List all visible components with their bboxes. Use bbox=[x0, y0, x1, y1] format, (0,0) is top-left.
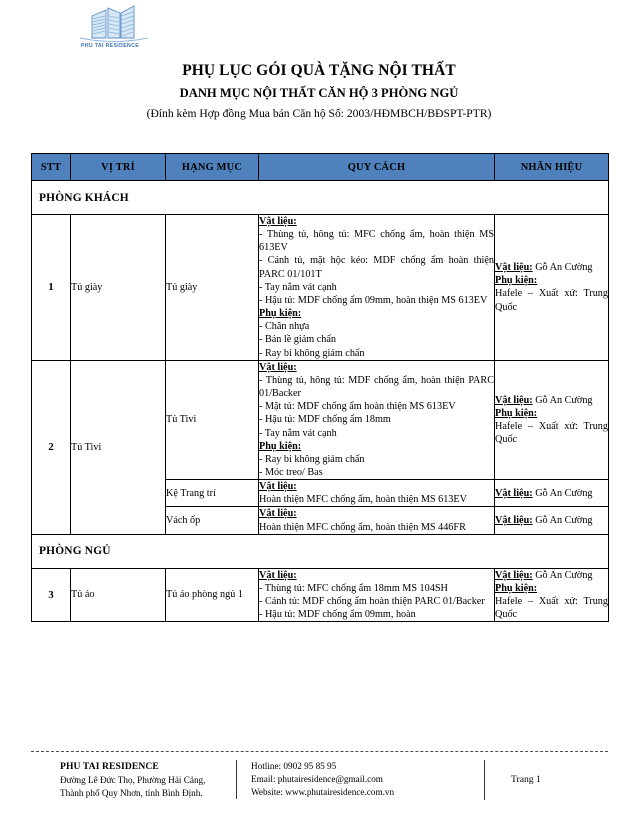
spec-line: Hoàn thiện MFC chống ẩm, hoàn thiện MS 613EV bbox=[259, 494, 467, 506]
footer-page-block bbox=[484, 760, 608, 800]
cell-nhan-hieu bbox=[495, 507, 609, 534]
brand-material: Gỗ An Cường bbox=[535, 394, 593, 406]
cell-hang-muc: Vách ốp bbox=[166, 507, 259, 534]
footer-address-line-1: Đường Lê Đức Thọ, Phường Hải Cảng, bbox=[60, 774, 206, 785]
label-vat-lieu: Vật liệu: bbox=[259, 481, 297, 493]
spec-line: - Hậu tủ: MDF chống ẩm 09mm, hoàn thiện MS 613EV bbox=[259, 294, 488, 306]
spec-line: - Hậu tủ: MDF chống ẩm 18mm bbox=[259, 414, 391, 426]
spec-line: - Thùng tủ, hông tủ: MDF chống ẩm, hoàn thiện PARC 01/Backer bbox=[259, 374, 494, 400]
building-logo-icon bbox=[62, 4, 172, 44]
footer-email: Email: phutairesidence@gmail.com bbox=[251, 774, 383, 785]
spec-line: - Cánh tủ, mặt hộc kéo: MDF chống ẩm hoàn thiện PARC 01/101T bbox=[259, 255, 494, 280]
cell-hang-muc: Tủ Tivi bbox=[166, 360, 259, 479]
brand-material: Gỗ An Cường bbox=[535, 487, 593, 499]
document-header bbox=[0, 62, 638, 121]
logo-caption: PHU TAI RESIDENCE bbox=[80, 43, 140, 49]
cell-vi-tri: Tủ áo bbox=[71, 568, 166, 622]
cell-quy-cach bbox=[259, 507, 495, 534]
label-phu-kien: Phụ kiện: bbox=[259, 308, 302, 320]
cell-hang-muc: Tủ giày bbox=[166, 215, 259, 361]
spec-line: - Tay nắm vát cạnh bbox=[259, 281, 337, 293]
footer-divider bbox=[31, 751, 608, 752]
cell-nhan-hieu bbox=[495, 215, 609, 361]
footer-company-block bbox=[31, 760, 236, 800]
spec-line: - Ray bi không giảm chấn bbox=[259, 453, 365, 465]
spec-line: - Chân nhựa bbox=[259, 321, 310, 333]
cell-nhan-hieu bbox=[495, 360, 609, 479]
brand-accessory: Hafele – Xuất xứ: Trung Quốc bbox=[495, 288, 608, 313]
footer-company-name: PHU TAI RESIDENCE bbox=[60, 761, 159, 772]
table-header-row bbox=[32, 154, 609, 181]
column-header-stt: STT bbox=[32, 154, 71, 181]
label-vat-lieu: Vật liệu: bbox=[259, 216, 297, 227]
cell-stt: 1 bbox=[32, 215, 71, 361]
page-title: PHỤ LỤC GÓI QUÀ TẶNG NỘI THẤT bbox=[182, 62, 456, 79]
spec-line: - Bản lề giảm chấn bbox=[259, 334, 336, 346]
page-subtitle: DANH MỤC NỘI THẤT CĂN HỘ 3 PHÒNG NGỦ bbox=[179, 85, 459, 100]
spec-line: - Thùng tủ: MFC chống ẩm 18mm MS 104SH bbox=[259, 582, 448, 594]
cell-quy-cach bbox=[259, 480, 495, 507]
brand-material: Gỗ An Cường bbox=[535, 515, 593, 527]
label-phu-kien: Phụ kiện: bbox=[259, 440, 302, 452]
section-label: PHÒNG KHÁCH bbox=[32, 181, 609, 215]
label-vat-lieu: Vật liệu: bbox=[259, 569, 297, 581]
interior-items-table bbox=[31, 153, 609, 622]
cell-quy-cach bbox=[259, 360, 495, 479]
cell-hang-muc: Tủ áo phòng ngủ 1 bbox=[166, 568, 259, 622]
label-vat-lieu: Vật liệu: bbox=[495, 569, 533, 581]
page-footer bbox=[31, 760, 608, 800]
spec-line: - Ray bi không giảm chấn bbox=[259, 347, 365, 359]
cell-vi-tri: Tủ giày bbox=[71, 215, 166, 361]
cell-stt: 3 bbox=[32, 568, 71, 622]
label-vat-lieu: Vật liệu: bbox=[259, 361, 297, 373]
label-vat-lieu: Vật liệu: bbox=[259, 508, 297, 520]
brand-accessory: Hafele – Xuất xứ: Trung Quốc bbox=[495, 420, 608, 446]
column-header-nhan-hieu: NHÃN HIỆU bbox=[495, 154, 609, 181]
footer-contact-block bbox=[236, 760, 484, 799]
cell-hang-muc: Kệ Trang trí bbox=[166, 480, 259, 507]
brand-material: Gỗ An Cường bbox=[535, 569, 593, 581]
label-phu-kien: Phụ kiện: bbox=[495, 275, 538, 287]
column-header-vi-tri: VỊ TRÍ bbox=[71, 154, 166, 181]
spec-line: - Hậu tủ: MDF chống ẩm 09mm, hoàn bbox=[259, 609, 416, 621]
label-vat-lieu: Vật liệu: bbox=[495, 394, 533, 406]
cell-vi-tri: Tủ Tivi bbox=[71, 360, 166, 534]
cell-nhan-hieu bbox=[495, 568, 609, 622]
table-row bbox=[32, 360, 609, 479]
company-logo bbox=[62, 4, 172, 54]
cell-quy-cach bbox=[259, 215, 495, 361]
table-row bbox=[32, 568, 609, 622]
spec-line: Hoàn thiện MFC chống ẩm, hoàn thiện MS 446FR bbox=[259, 521, 466, 533]
section-label: PHÒNG NGỦ bbox=[32, 534, 609, 568]
cell-nhan-hieu bbox=[495, 480, 609, 507]
footer-address-line-2: Thành phố Quy Nhơn, tỉnh Bình Định. bbox=[60, 787, 203, 798]
label-phu-kien: Phụ kiện: bbox=[495, 582, 538, 594]
brand-material: Gỗ An Cường bbox=[535, 262, 593, 274]
column-header-hang-muc: HẠNG MỤC bbox=[166, 154, 259, 181]
cell-stt: 2 bbox=[32, 360, 71, 534]
section-row-bedroom bbox=[32, 534, 609, 568]
column-header-quy-cach: QUY CÁCH bbox=[259, 154, 495, 181]
label-vat-lieu: Vật liệu: bbox=[495, 262, 533, 274]
brand-accessory: Hafele – Xuất xứ: Trung Quốc bbox=[495, 596, 608, 621]
table-row bbox=[32, 215, 609, 361]
label-vat-lieu: Vật liệu: bbox=[495, 487, 533, 499]
spec-line: - Cánh tủ: MDF chống ẩm hoàn thiện PARC 01/Backer bbox=[259, 596, 485, 608]
label-phu-kien: Phụ kiện: bbox=[495, 407, 538, 419]
spec-line: - Mặt tủ: MDF chống ẩm hoàn thiện MS 613EV bbox=[259, 401, 456, 413]
footer-website: Website: www.phutairesidence.com.vn bbox=[251, 787, 395, 798]
label-vat-lieu: Vật liệu: bbox=[495, 515, 533, 527]
page-number: Trang 1 bbox=[511, 774, 541, 786]
contract-reference: (Đính kèm Hợp đồng Mua bán Căn hộ Số: 2003/HĐMBCH/BĐSPT-PTR) bbox=[146, 106, 492, 120]
spec-line: - Thùng tủ, hông tủ: MFC chống ẩm, hoàn thiện MS 613EV bbox=[259, 229, 494, 254]
footer-hotline: Hotline: 0902 95 85 95 bbox=[251, 761, 337, 771]
spec-line: - Móc treo/ Bas bbox=[259, 466, 323, 478]
spec-line: - Tay nắm vát cạnh bbox=[259, 427, 337, 439]
cell-quy-cach bbox=[259, 568, 495, 622]
section-row-living-room bbox=[32, 181, 609, 215]
